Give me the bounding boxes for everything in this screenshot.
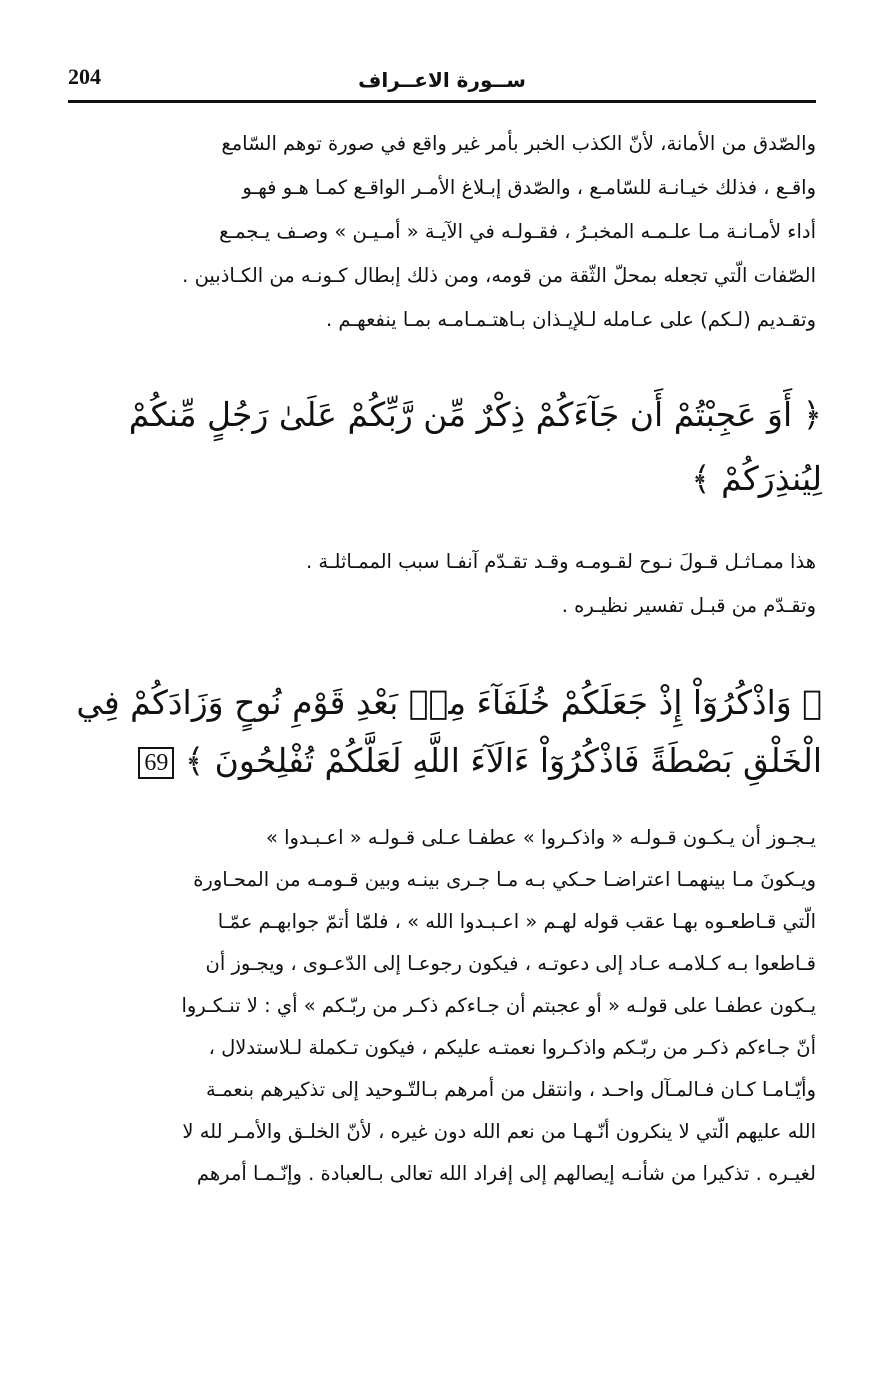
commentary-line: والصّدق من الأمانة، لأنّ الكذب الخبر بأمر غير واقع في صورة توهم السّامع [221,132,816,155]
quran-verse-line: ﴿ وَاذْكُرُوٓاْ إِذْ جَعَلَكُمْ خُلَفَآءَ مِنۢ بَعْدِ قَوْمِ نُوحٍ وَزَادَكُمْ فِي [76,683,822,722]
commentary-line: هذا ممـاثـل قـولَ نـوح لقـومـه وقـد تقـدّم آنفـا سبب الممـاثلـة . [305,550,816,573]
commentary-line: قـاطعوا بـه كـلامـه عـاد إلى دعوتـه ، فيكون رجوعـا إلى الدّعـوى ، ويجـوز أن [205,952,816,975]
page-number: 204 [68,64,101,89]
quran-verse-line [62,730,822,792]
commentary-line: يـجـوز أن يـكـون قـولـه « واذكـروا » عطفـا عـلى قـولـه « اعـبـدوا » [266,826,816,849]
commentary-line: واقـع ، فذلك خيـانـة للسّامـع ، والصّدق إبـلاغ الأمـر الواقـع كمـا هـو فهـو [242,176,816,199]
commentary-line: وتقـديم (لـكم) على عـامله لـلإيـذان بـاهتـمـامـه بمـا ينفعهـم . [326,308,816,331]
quran-verse-line: ﴿ أَوَ عَجِبْتُمْ أَن جَآءَكُمْ ذِكْرٌ مِّن رَّبِّكُمْ عَلَىٰ رَجُلٍ مِّنكُمْ [128,395,822,434]
commentary-line: الّتي قـاطعـوه بهـا عقب قوله لهـم « اعـبـدوا الله » ، فلمّا أتمّ جوابهـم عمّـا [217,910,816,933]
commentary-line: أنّ جـاءكم ذكـر من ربّـكم واذكـروا نعمتـه عليكم ، فيكون تـكملة لـلاستدلال ، [208,1036,816,1059]
commentary-line: وأيّـامـا كـان فـالمـآل واحـد ، وانتقل من أمرهم بـالتّـوحيد إلى تذكيرهم بنعمـة [205,1078,816,1101]
commentary-line: لغيـره . تذكيرا من شأنـه إيصالهم إلى إفراد الله تعالى بـالعبادة . وإنّـمـا أمرهم [196,1162,816,1185]
commentary-line: يـكون عطفـا على قولـه « أو عجبتم أن جـاءكم ذكـر من ربّـكم » أي : لا تنـكـروا [181,994,816,1017]
commentary-line: الصّفات الّتي تجعله بمحلّ الثّقة من قومه، ومن ذلك إبطال كـونـه من الكـاذبين . [182,264,816,287]
verse-text: الْخَلْقِ بَصْطَةً فَاذْكُرُوٓاْ ءَالَآءَ اللَّهِ لَعَلَّكُمْ تُفْلِحُونَ ﴾ [184,741,822,780]
verse-number-badge: 69 [138,747,174,779]
surah-title: ســورة الاعــراف [358,68,526,92]
quran-verse-line: لِيُنذِرَكُمْ ﴾ [691,459,822,498]
commentary-line: ويـكونَ مـا بينهمـا اعتراضـا حـكي بـه مـا جـرى بينـه وبين قـومـه من المحـاورة [193,868,816,891]
commentary-line: أداء لأمـانـة مـا علـمـه المخبـرُ ، فقـولـه في الآيـة « أمـيـن » وصـف يـجمـع [219,220,816,243]
commentary-line: الله عليهم الّتي لا ينكرون أنّـهـا من نعم الله دون غيره ، لأنّ الخلـق والأمـر لله لا [182,1120,816,1143]
page-header [68,60,816,103]
commentary-line: وتقـدّم من قبـل تفسير نظيـره . [561,594,816,617]
